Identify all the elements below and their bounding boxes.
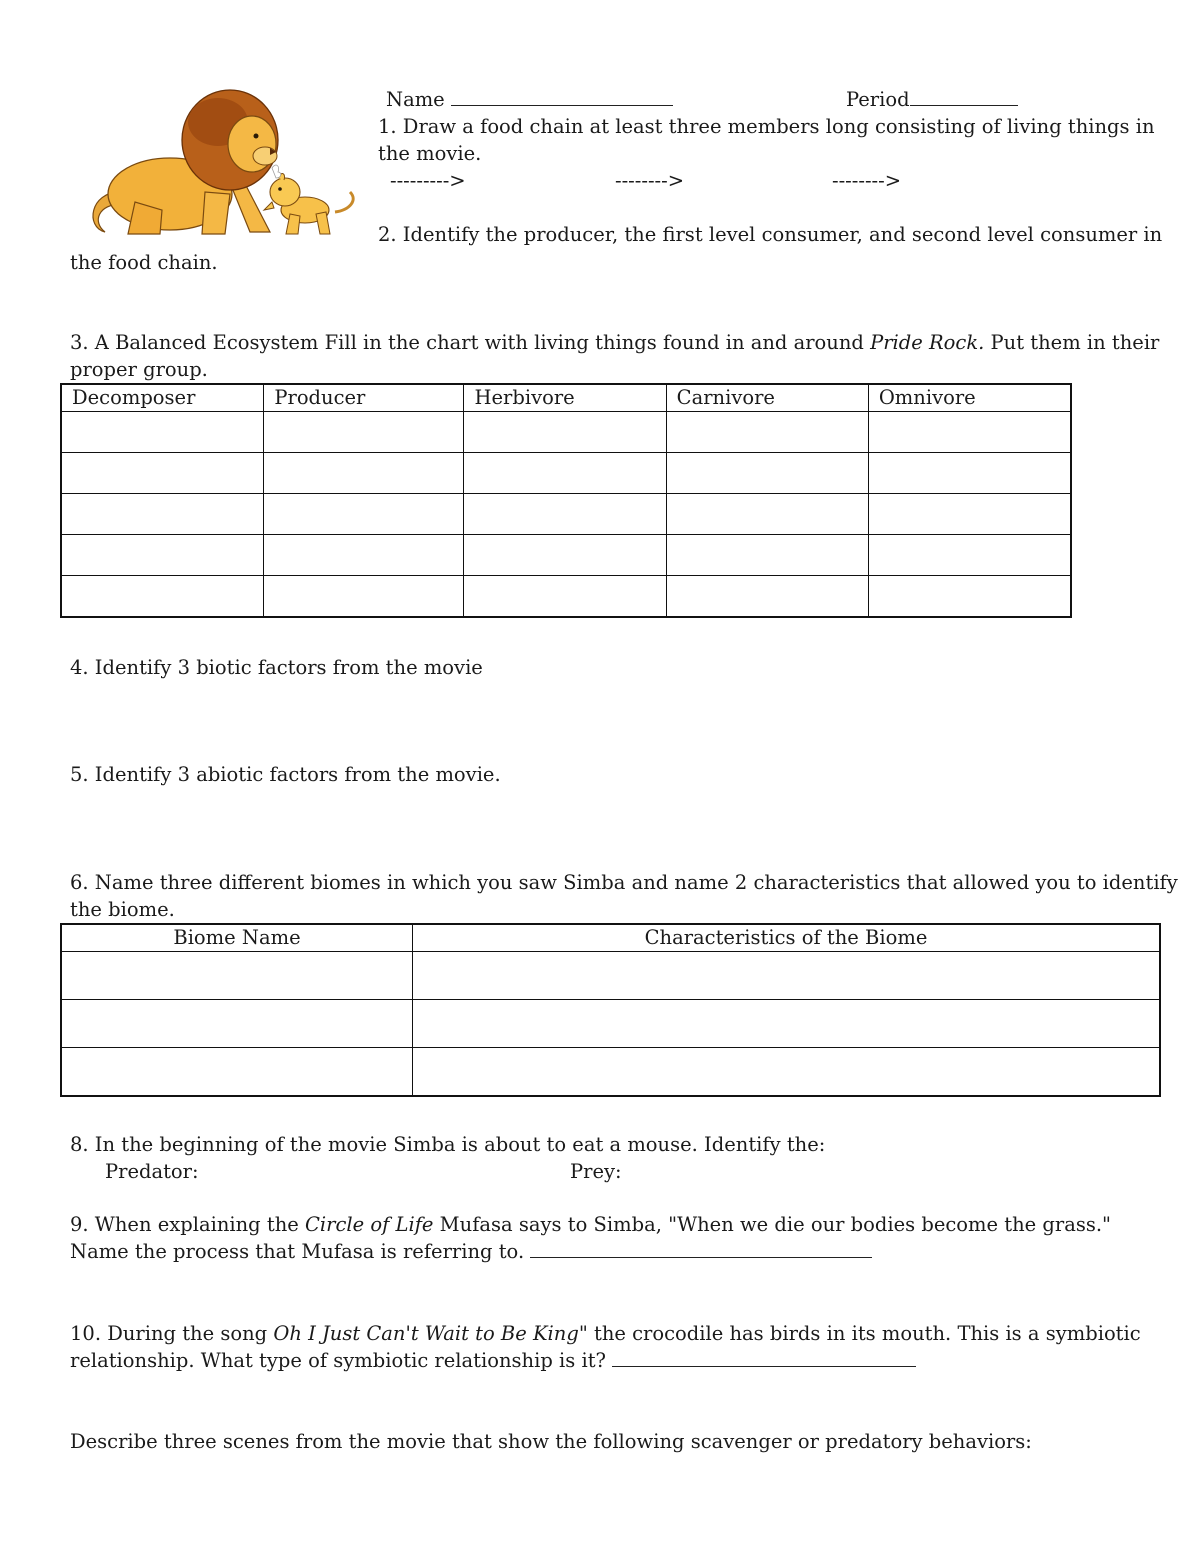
name-label: Name bbox=[386, 88, 445, 111]
period-blank[interactable] bbox=[910, 87, 1018, 106]
col-carnivore: Carnivore bbox=[666, 384, 868, 412]
q6-line1: 6. Name three different biomes in which you saw Simba and name 2 characteristics that allowed you to identify bbox=[70, 871, 1178, 894]
food-chain-arrow-1: ---------> bbox=[390, 169, 466, 192]
table-cell[interactable] bbox=[666, 453, 868, 494]
biome-table bbox=[60, 923, 1161, 1097]
table-cell[interactable] bbox=[264, 453, 464, 494]
table-cell[interactable] bbox=[61, 494, 264, 535]
table-cell[interactable] bbox=[464, 453, 666, 494]
q3-italic: Pride Rock. bbox=[870, 331, 985, 354]
col-producer: Producer bbox=[264, 384, 464, 412]
col-characteristics: Characteristics of the Biome bbox=[413, 924, 1161, 952]
q9-prefix: 9. When explaining the bbox=[70, 1213, 305, 1236]
name-blank[interactable] bbox=[451, 87, 673, 106]
table-cell[interactable] bbox=[666, 576, 868, 618]
table-header-row bbox=[61, 924, 1160, 952]
table-cell[interactable] bbox=[264, 412, 464, 453]
q9-answer-blank[interactable] bbox=[530, 1239, 872, 1258]
table-cell[interactable] bbox=[61, 1000, 413, 1048]
table-row bbox=[61, 412, 1071, 453]
table-cell[interactable] bbox=[413, 1048, 1161, 1097]
q6-line2: the biome. bbox=[70, 898, 175, 921]
col-biome-name: Biome Name bbox=[61, 924, 413, 952]
q9-italic: Circle of Life bbox=[305, 1213, 434, 1236]
period-field[interactable] bbox=[846, 86, 1018, 113]
q9-line2 bbox=[70, 1238, 872, 1265]
q4-text: 4. Identify 3 biotic factors from the movie bbox=[70, 656, 483, 679]
food-chain-arrow-2: --------> bbox=[615, 169, 685, 192]
table-row bbox=[61, 494, 1071, 535]
q3-line1 bbox=[70, 329, 1159, 356]
table-cell[interactable] bbox=[868, 494, 1071, 535]
table-row bbox=[61, 952, 1160, 1000]
col-decomposer: Decomposer bbox=[61, 384, 264, 412]
lion-cartoon-icon bbox=[80, 82, 360, 242]
q8-line1: 8. In the beginning of the movie Simba is about to eat a mouse. Identify the: bbox=[70, 1133, 826, 1156]
table-cell[interactable] bbox=[264, 494, 464, 535]
table-cell[interactable] bbox=[61, 952, 413, 1000]
table-cell[interactable] bbox=[868, 576, 1071, 618]
table-row bbox=[61, 535, 1071, 576]
q2-line1: 2. Identify the producer, the first level consumer, and second level consumer in bbox=[378, 223, 1163, 246]
table-cell[interactable] bbox=[61, 535, 264, 576]
q10-line2 bbox=[70, 1347, 916, 1374]
predator-label: Predator: bbox=[105, 1160, 199, 1183]
table-row bbox=[61, 453, 1071, 494]
table-header-row bbox=[61, 384, 1071, 412]
table-cell[interactable] bbox=[413, 1000, 1161, 1048]
q9-line2-text: Name the process that Mufasa is referring to. bbox=[70, 1240, 531, 1263]
table-row bbox=[61, 1048, 1160, 1097]
period-label: Period bbox=[846, 88, 910, 111]
col-omnivore: Omnivore bbox=[868, 384, 1071, 412]
table-cell[interactable] bbox=[61, 1048, 413, 1097]
table-cell[interactable] bbox=[264, 535, 464, 576]
table-row bbox=[61, 576, 1071, 618]
q10-prefix: 10. During the song bbox=[70, 1322, 274, 1345]
table-cell[interactable] bbox=[264, 576, 464, 618]
table-cell[interactable] bbox=[464, 412, 666, 453]
q3-suffix: Put them in their bbox=[984, 331, 1160, 354]
closing-text: Describe three scenes from the movie that show the following scavenger or predatory behaviors: bbox=[70, 1430, 1032, 1453]
q9-suffix: Mufasa says to Simba, "When we die our bodies become the grass." bbox=[433, 1213, 1112, 1236]
q3-line2: proper group. bbox=[70, 358, 208, 381]
food-chain-arrow-3: --------> bbox=[832, 169, 902, 192]
table-cell[interactable] bbox=[666, 412, 868, 453]
table-cell[interactable] bbox=[61, 453, 264, 494]
table-cell[interactable] bbox=[61, 576, 264, 618]
table-cell[interactable] bbox=[868, 453, 1071, 494]
q5-text: 5. Identify 3 abiotic factors from the movie. bbox=[70, 763, 501, 786]
q1-line2: the movie. bbox=[378, 142, 482, 165]
table-cell[interactable] bbox=[464, 535, 666, 576]
q10-italic: Oh I Just Can't Wait to Be King" bbox=[273, 1322, 588, 1345]
q3-prefix: 3. A Balanced Ecosystem Fill in the chart with living things found in and around bbox=[70, 331, 871, 354]
table-cell[interactable] bbox=[666, 535, 868, 576]
table-cell[interactable] bbox=[413, 952, 1161, 1000]
table-cell[interactable] bbox=[868, 535, 1071, 576]
q10-answer-blank[interactable] bbox=[612, 1348, 916, 1367]
q10-line2-text: relationship. What type of symbiotic relationship is it? bbox=[70, 1349, 613, 1372]
ecosystem-table bbox=[60, 383, 1072, 618]
table-row bbox=[61, 1000, 1160, 1048]
prey-label: Prey: bbox=[570, 1160, 622, 1183]
q10-line1 bbox=[70, 1320, 1141, 1347]
table-cell[interactable] bbox=[666, 494, 868, 535]
table-cell[interactable] bbox=[868, 412, 1071, 453]
q2-line2: the food chain. bbox=[70, 251, 218, 274]
q1-line1: 1. Draw a food chain at least three members long consisting of living things in bbox=[378, 115, 1155, 138]
q10-suffix: the crocodile has birds in its mouth. This is a symbiotic bbox=[587, 1322, 1141, 1345]
q9-line1 bbox=[70, 1211, 1111, 1238]
table-cell[interactable] bbox=[61, 412, 264, 453]
table-cell[interactable] bbox=[464, 494, 666, 535]
col-herbivore: Herbivore bbox=[464, 384, 666, 412]
table-cell[interactable] bbox=[464, 576, 666, 618]
name-field[interactable] bbox=[386, 86, 673, 113]
